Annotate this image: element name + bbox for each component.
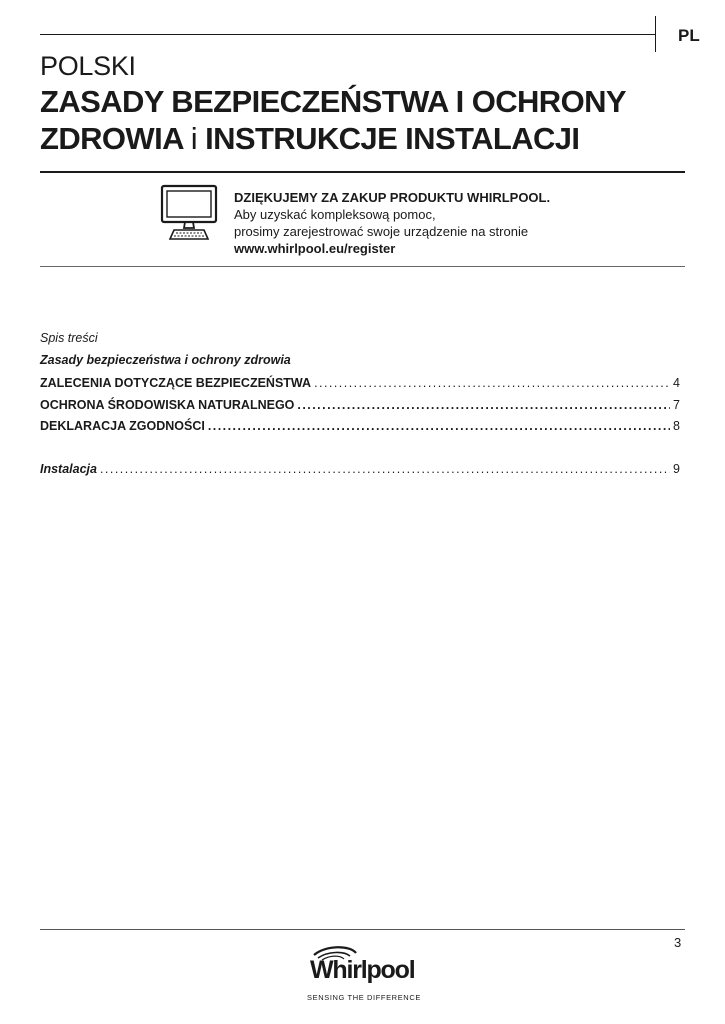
language-name: POLSKI bbox=[40, 51, 136, 81]
title-line-2: ZDROWIA i INSTRUKCJE INSTALACJI bbox=[40, 121, 580, 156]
register-line-2: prosimy zarejestrować swoje urządzenie na stronie bbox=[234, 224, 529, 239]
toc-entry-page: 8 bbox=[673, 419, 680, 433]
toc-leader-dots bbox=[297, 398, 670, 412]
register-rule bbox=[40, 266, 685, 267]
register-heading: DZIĘKUJEMY ZA ZAKUP PRODUKTU WHIRLPOOL. bbox=[234, 190, 551, 205]
title-line-1: ZASADY BEZPIECZEŃSTWA I OCHRONY bbox=[40, 84, 626, 119]
toc-section-title: Zasady bezpieczeństwa i ochrony zdrowia bbox=[40, 353, 291, 367]
toc-leader-dots bbox=[208, 419, 670, 433]
toc-entry-safety[interactable] bbox=[40, 376, 680, 390]
toc-entry-page: 7 bbox=[673, 398, 680, 412]
page-number: 3 bbox=[674, 935, 682, 950]
document-title bbox=[40, 83, 626, 157]
toc-entry-declaration[interactable] bbox=[40, 419, 680, 433]
toc-leader-dots bbox=[314, 376, 670, 390]
toc-entry-title: OCHRONA ŚRODOWISKA NATURALNEGO bbox=[40, 398, 295, 412]
toc-entry-title: ZALECENIA DOTYCZĄCE BEZPIECZEŃSTWA bbox=[40, 376, 312, 390]
toc-caption: Spis treści bbox=[40, 331, 98, 345]
toc-entry-page: 4 bbox=[673, 376, 680, 390]
brand-tagline: SENSING THE DIFFERENCE bbox=[307, 993, 421, 1002]
toc-leader-dots bbox=[100, 462, 670, 476]
register-line-1: Aby uzyskać kompleksową pomoc, bbox=[234, 207, 436, 222]
register-notice bbox=[234, 189, 550, 257]
language-code: PL bbox=[678, 26, 700, 45]
computer-monitor-icon bbox=[160, 184, 218, 242]
footer-rule bbox=[40, 929, 685, 930]
toc-entry-title: Instalacja bbox=[40, 462, 97, 476]
register-link[interactable]: www.whirlpool.eu/register bbox=[234, 241, 396, 256]
toc-entry-environment[interactable] bbox=[40, 398, 680, 412]
top-rule bbox=[40, 34, 655, 35]
toc-entry-title: DEKLARACJA ZGODNOŚCI bbox=[40, 419, 205, 433]
toc-entry-installation[interactable] bbox=[40, 462, 680, 476]
logo-wordmark: Whirlpool bbox=[310, 956, 415, 984]
language-tab-divider bbox=[655, 16, 656, 52]
toc-entry-page: 9 bbox=[673, 462, 680, 476]
title-rule bbox=[40, 171, 685, 173]
